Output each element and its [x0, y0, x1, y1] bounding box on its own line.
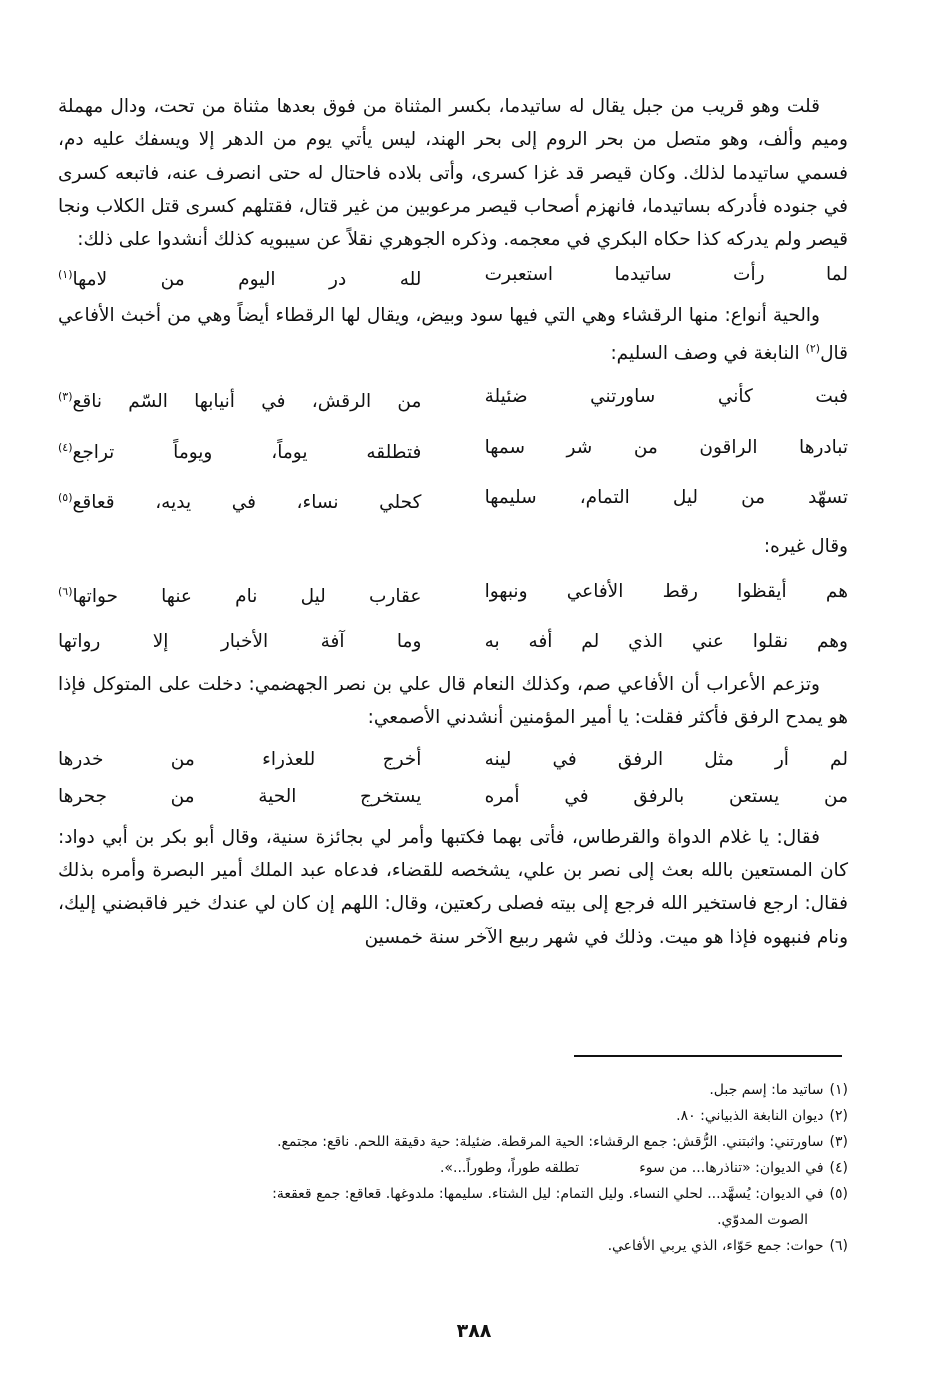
hemistich-text: لله در اليوم من لامها: [72, 269, 422, 291]
footnote: [58, 1129, 848, 1155]
footnote-marker: (١): [58, 268, 73, 282]
paragraph-snakes: [58, 299, 848, 371]
footnote-text: حوات: جمع حَوّاء، الذي يربي الأفاعي.: [607, 1238, 824, 1254]
footnote: [58, 1181, 848, 1233]
paragraph-text: والحية أنواع: منها الرقشاء وهي التي فيها سود وبيض، ويقال لها الرقطاء أيضاً وهي من أخبث الأفاعي قال: [58, 304, 848, 365]
verse-second-hemistich: [58, 378, 421, 420]
verse-first-hemistich: هم أيقظوا رقط الأفاعي ونبهوا: [484, 580, 848, 602]
hemistich-text: فتطلقه يوماً، ويوماً تراجع: [72, 441, 422, 463]
footnote: [58, 1077, 848, 1103]
verse-second-hemistich: وما آفة الأخبار إلا رواتها: [58, 631, 422, 653]
footnote: [58, 1103, 848, 1129]
footnote-number: (٢): [829, 1108, 848, 1124]
qal-ghayruh-label: وقال غيره:: [763, 535, 848, 557]
verse-first-hemistich: فبت كأني ساورتني ضئيلة: [484, 386, 848, 408]
verse-first-hemistich: لما رأت ساتيدما استعبرت: [484, 264, 848, 286]
verse-line: [58, 429, 848, 471]
footnote-text-continued: تطلقه طوراً، وطوراً...».: [439, 1160, 580, 1176]
verse-line: [58, 741, 848, 778]
verse-first-hemistich: تسهّد من ليل التمام، سليمها: [484, 486, 848, 508]
verse-first-hemistich: وهم نقلوا عني الذي لم أفه به: [484, 631, 848, 653]
verse-second-hemistich: [58, 479, 421, 521]
footnote-number: (٥): [829, 1186, 848, 1202]
main-text: [58, 90, 848, 954]
verse-line: [58, 256, 848, 298]
footnote-text: ديوان النابغة الذبياني: ٨٠.: [676, 1108, 824, 1124]
footnote-divider: [574, 1055, 842, 1057]
verse-second-hemistich: أخرج للعذراء من خدرها: [58, 748, 422, 770]
verse-first-hemistich: لم أر مثل الرفق في لينه: [484, 748, 848, 770]
verse-line: [58, 623, 848, 660]
paragraph-ibn-abi-duwad: فقال: يا غلام الدواة والقرطاس، فأتى بهما فكتبها وأمر لي بجائزة سنية، وقال أبو بكر بن أبي دواد: كان المستعين بالله بعث إلى نصر بن علي، يشخصه للقضاء، فدعاه عبد الملك أمير البصرة وأمره بذلك فقال: ارجع فاستخير الله فرجع إلى بيته فصلى ركعتين، وقال: اللهم إن كان لي عندك خير فاقبضني إليك، ونام فنبهوه فإذا هو ميت. وذلك في شهر ربيع الآخر سنة خمسين: [58, 826, 848, 948]
verse-second-hemistich: [58, 429, 421, 471]
footnote-number: (٣): [829, 1134, 848, 1150]
verse-line: [58, 479, 848, 521]
paragraph-text-tail: النابغة في وصف السليم:: [610, 343, 806, 365]
footnote: [58, 1155, 848, 1181]
verse-line: [58, 778, 848, 815]
footnote-text: في الديوان: يُسهَّد... لحلي النساء. وليل التمام: ليل الشتاء. سليمها: ملدوغها. قعاقع: جمع قعقعة:: [272, 1186, 824, 1202]
footnote-number: (١): [829, 1082, 848, 1098]
footnote-marker: (٥): [58, 490, 73, 504]
verse-line: [58, 378, 848, 420]
footnote-marker: (٣): [58, 390, 73, 404]
footnote-marker: (٤): [58, 440, 73, 454]
paragraph-satidama: قلت وهو قريب من جبل يقال له ساتيدما، بكسر المثناة من فوق بعدها مثناة من تحت، ودال مهملة وميم وألف، وهو متصل من بحر الروم إلى بحر الهند، ليس يأتي يوم من الدهر إلا ويسفك عليه دم، فسمي ساتيدما لذلك. وكان قيصر قد غزا كسرى، وأتى بلاده فاحتال له حتى انصرف عنه، فاتبعه كسرى في جنوده فأدركه بساتيدما، فانهزم أصحاب قيصر مرعوبين من غير قتال، فقتلهم كسرى قتل الكلاب ونجا قيصر ولم يدركه كذا حكاه البكري في معجمه. وذكره الجوهري نقلاً عن سيبويه كذلك أنشدوا على ذلك:: [58, 96, 848, 251]
page-number: ٣٨٨: [456, 1320, 492, 1342]
paragraph-mutawakkil: وتزعم الأعراب أن الأفاعي صم، وكذلك النعام قال علي بن نصر الجهضمي: دخلت على المتوكل فإذا هو يمدح الرفق فأكثر فقلت: يا أمير المؤمنين أنشدني الأصمعي:: [58, 674, 848, 729]
footnote-marker: (٢): [805, 341, 821, 355]
verse-first-hemistich: تبادرها الراقون من شر سمها: [484, 436, 848, 458]
footnote-text: في الديوان: «تناذرها... من سوء: [639, 1160, 824, 1176]
footnotes: [58, 1077, 848, 1259]
verse-first-hemistich: من يستعن بالرفق في أمره: [484, 785, 848, 807]
footnote-text-continued: الصوت المدوّي.: [717, 1212, 808, 1228]
footnote-marker: (٦): [58, 584, 73, 598]
footnote-text: ساورتني: واثبتني. الرُّقش: جمع الرقشاء: الحية المرقطة. ضئيلة: حية دقيقة اللحم. ناقع: مجتمع.: [277, 1134, 824, 1150]
footnote-number: (٤): [829, 1160, 848, 1176]
footnote: [58, 1233, 848, 1259]
hemistich-text: من الرقش، في أنيابها السّم ناقع: [72, 391, 422, 413]
verse-second-hemistich: [58, 256, 421, 298]
footnote-text: ساتيد ما: إسم جبل.: [709, 1082, 824, 1098]
verse-line: [58, 573, 848, 615]
verse-second-hemistich: يستخرج الحية من جحرها: [58, 785, 422, 807]
hemistich-text: عقارب ليل نام عنها حواتها: [72, 586, 422, 608]
hemistich-text: كحلي نساء، في يديه، قعاقع: [72, 491, 422, 513]
verse-second-hemistich: [58, 573, 421, 615]
footnote-number: (٦): [829, 1238, 848, 1254]
